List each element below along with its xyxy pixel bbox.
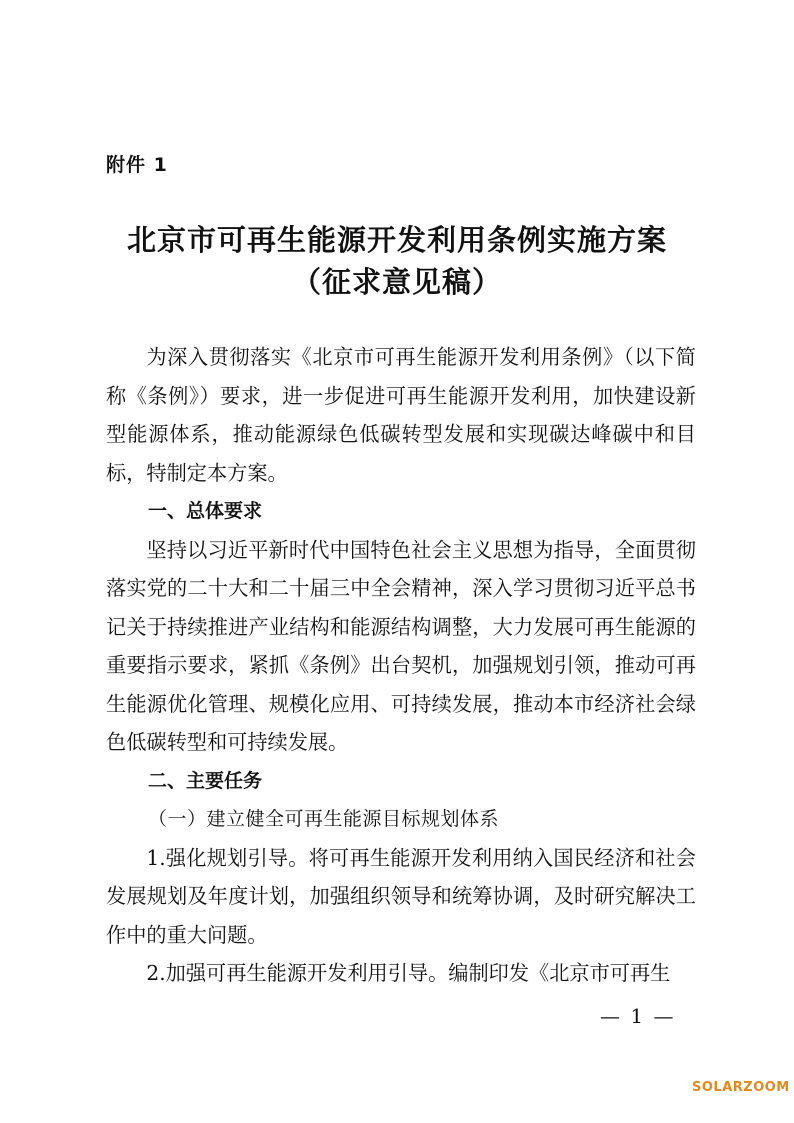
subsection-heading-planning-system: （一）建立健全可再生能源目标规划体系	[148, 808, 500, 830]
section-heading-main-tasks: 二、主要任务	[148, 769, 263, 792]
solarzoom-watermark: SOLARZOOM	[692, 1080, 790, 1095]
task-item-2: 2.加强可再生能源开发利用引导。编制印发《北京市可再生	[146, 961, 671, 985]
attachment-label: 附件 1	[106, 154, 168, 176]
page-number: — 1 —	[600, 1004, 676, 1028]
document-body	[106, 338, 696, 993]
document-title: 北京市可再生能源开发利用条例实施方案	[126, 223, 667, 257]
task-item-1: 1.强化规划引导。将可再生能源开发利用纳入国民经济和社会发展规划及年度计划，加强组织领导和统筹协调，及时研究解决工作中的重大问题。	[106, 845, 696, 947]
document-subtitle: （征求意见稿）	[291, 265, 502, 299]
general-requirements-paragraph: 坚持以习近平新时代中国特色社会主义思想为指导，全面贯彻落实党的二十大和二十届三中全会精神，深入学习贯彻习近平总书记关于持续推进产业结构和能源结构调整，大力发展可再生能源的重要指示要求，紧抓《条例》出台契机，加强规划引领，推动可再生能源优化管理、规模化应用、可持续发展，推动本市经济社会绿色低碳转型和可持续发展。	[106, 537, 696, 754]
section-heading-general-requirements: 一、总体要求	[148, 500, 263, 522]
intro-paragraph: 为深入贯彻落实《北京市可再生能源开发利用条例》（以下简称《条例》）要求，进一步促进可再生能源开发利用，加快建设新型能源体系，推动能源绿色低碳转型发展和实现碳达峰碳中和目标，特制定本方案。	[106, 345, 696, 485]
